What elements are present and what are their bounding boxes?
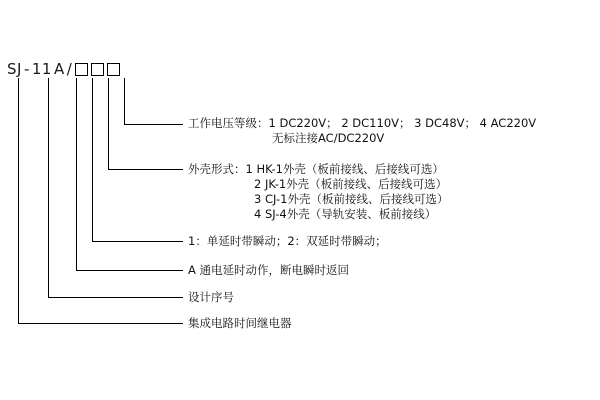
label-voltage [188,116,536,146]
leader-voltage [125,78,184,125]
leader-shell [109,78,184,170]
label-series: 设计序号 [188,290,234,304]
label-shell-line1: 外壳形式：1 HK-1外壳（板前接线、后接线可选） [188,162,444,176]
label-voltage-line2: 无标注接AC/DC220V [272,131,385,145]
label-function: A 通电延时动作，断电瞬时返回 [188,263,350,277]
label-shell-line4: 4 SJ-4外壳（导轨安装、板前接线） [254,207,437,221]
code-number: 11 [31,60,52,78]
label-shell-line3: 3 CJ-1外壳（板前接线、后接线可选） [254,192,449,206]
code-slash: / [66,60,73,78]
code-prefix: SJ [7,60,22,78]
label-product: 集成电路时间继电器 [188,316,292,330]
code-dash: - [23,60,30,78]
code-letter: A [53,60,65,78]
leader-series [49,78,184,298]
label-delay: 1：单延时带瞬动；2：双延时带瞬动； [188,234,387,248]
label-shell-line2: 2 JK-1外壳（板前接线、后接线可选） [254,177,448,191]
leader-product [19,78,184,324]
label-voltage-line1: 工作电压等级：1 DC220V； 2 DC110V； 3 DC48V； 4 AC220V [188,116,537,130]
label-shell [188,162,448,222]
leader-delay [93,78,184,242]
